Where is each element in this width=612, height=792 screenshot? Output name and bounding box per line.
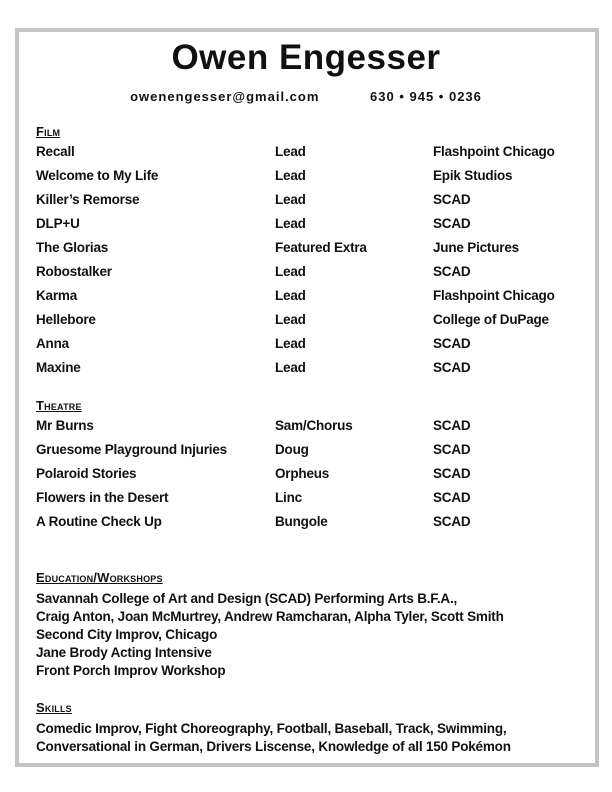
skills-heading: Skills (36, 700, 72, 715)
film-credit-row (36, 216, 576, 240)
credit-title: A Routine Check Up (36, 514, 162, 529)
theatre-section (36, 398, 576, 538)
credit-title: Robostalker (36, 264, 112, 279)
credit-company: SCAD (433, 490, 471, 505)
credit-company: Flashpoint Chicago (433, 144, 555, 159)
education-heading: Education/Workshops (36, 570, 163, 585)
theatre-credit-row (36, 442, 576, 466)
film-credit-row (36, 240, 576, 264)
skills-line: Conversational in German, Drivers Liscense, Knowledge of all 150 Pokémon (36, 739, 511, 754)
theatre-credit-row (36, 418, 576, 442)
film-credit-row (36, 192, 576, 216)
credit-title: Karma (36, 288, 78, 303)
skills-section (36, 700, 576, 756)
email: owenengesser@gmail.com (130, 89, 320, 104)
education-line: Jane Brody Acting Intensive (36, 645, 212, 660)
credit-company: SCAD (433, 418, 471, 433)
theatre-credit-row (36, 490, 576, 514)
education-line: Craig Anton, Joan McMurtrey, Andrew Ramcharan, Alpha Tyler, Scott Smith (36, 609, 504, 624)
credit-title: Welcome to My Life (36, 168, 159, 183)
credit-title: The Glorias (36, 240, 109, 255)
credit-role: Lead (275, 168, 306, 183)
film-credit-row (36, 336, 576, 360)
credit-company: SCAD (433, 336, 471, 351)
credit-title: Hellebore (36, 312, 96, 327)
contact-info (0, 89, 612, 104)
credit-title: Gruesome Playground Injuries (36, 442, 227, 457)
credit-title: Maxine (36, 360, 81, 375)
credit-title: Polaroid Stories (36, 466, 137, 481)
education-line: Savannah College of Art and Design (SCAD) Performing Arts B.F.A., (36, 591, 458, 606)
credit-company: College of DuPage (433, 312, 549, 327)
credit-role: Lead (275, 360, 306, 375)
film-credit-row (36, 264, 576, 288)
credit-company: Flashpoint Chicago (433, 288, 555, 303)
credit-role: Lead (275, 144, 306, 159)
credit-role: Lead (275, 192, 306, 207)
resume-name: Owen Engesser (171, 38, 441, 77)
education-section (36, 570, 576, 680)
film-credit-row (36, 288, 576, 312)
credit-role: Featured Extra (275, 240, 367, 255)
film-credit-row (36, 144, 576, 168)
theatre-credit-row (36, 514, 576, 538)
credit-role: Lead (275, 216, 306, 231)
credit-role: Bungole (275, 514, 328, 529)
credit-company: SCAD (433, 192, 471, 207)
theatre-heading: Theatre (36, 398, 82, 413)
credit-title: Killer’s Remorse (36, 192, 140, 207)
credit-company: SCAD (433, 442, 471, 457)
credit-role: Sam/Chorus (275, 418, 353, 433)
credit-role: Linc (275, 490, 302, 505)
credit-title: Flowers in the Desert (36, 490, 169, 505)
credit-company: SCAD (433, 466, 471, 481)
film-credit-row (36, 168, 576, 192)
credit-role: Lead (275, 288, 306, 303)
credit-company: Epik Studios (433, 168, 513, 183)
credit-role: Lead (275, 336, 306, 351)
credit-company: June Pictures (433, 240, 519, 255)
credit-role: Orpheus (275, 466, 330, 481)
film-section (36, 124, 576, 384)
credit-company: SCAD (433, 514, 471, 529)
credit-role: Lead (275, 312, 306, 327)
theatre-credit-row (36, 466, 576, 490)
education-line: Second City Improv, Chicago (36, 627, 218, 642)
film-credit-row (36, 360, 576, 384)
film-credit-row (36, 312, 576, 336)
credit-role: Lead (275, 264, 306, 279)
credit-title: Anna (36, 336, 69, 351)
credit-company: SCAD (433, 264, 471, 279)
credit-company: SCAD (433, 360, 471, 375)
credit-title: Mr Burns (36, 418, 94, 433)
credit-role: Doug (275, 442, 309, 457)
film-heading: Film (36, 124, 61, 139)
credit-title: Recall (36, 144, 75, 159)
phone: 630 • 945 • 0236 (370, 89, 482, 104)
credit-company: SCAD (433, 216, 471, 231)
skills-line: Comedic Improv, Fight Choreography, Football, Baseball, Track, Swimming, (36, 721, 507, 736)
credit-title: DLP+U (36, 216, 80, 231)
education-line: Front Porch Improv Workshop (36, 663, 226, 678)
